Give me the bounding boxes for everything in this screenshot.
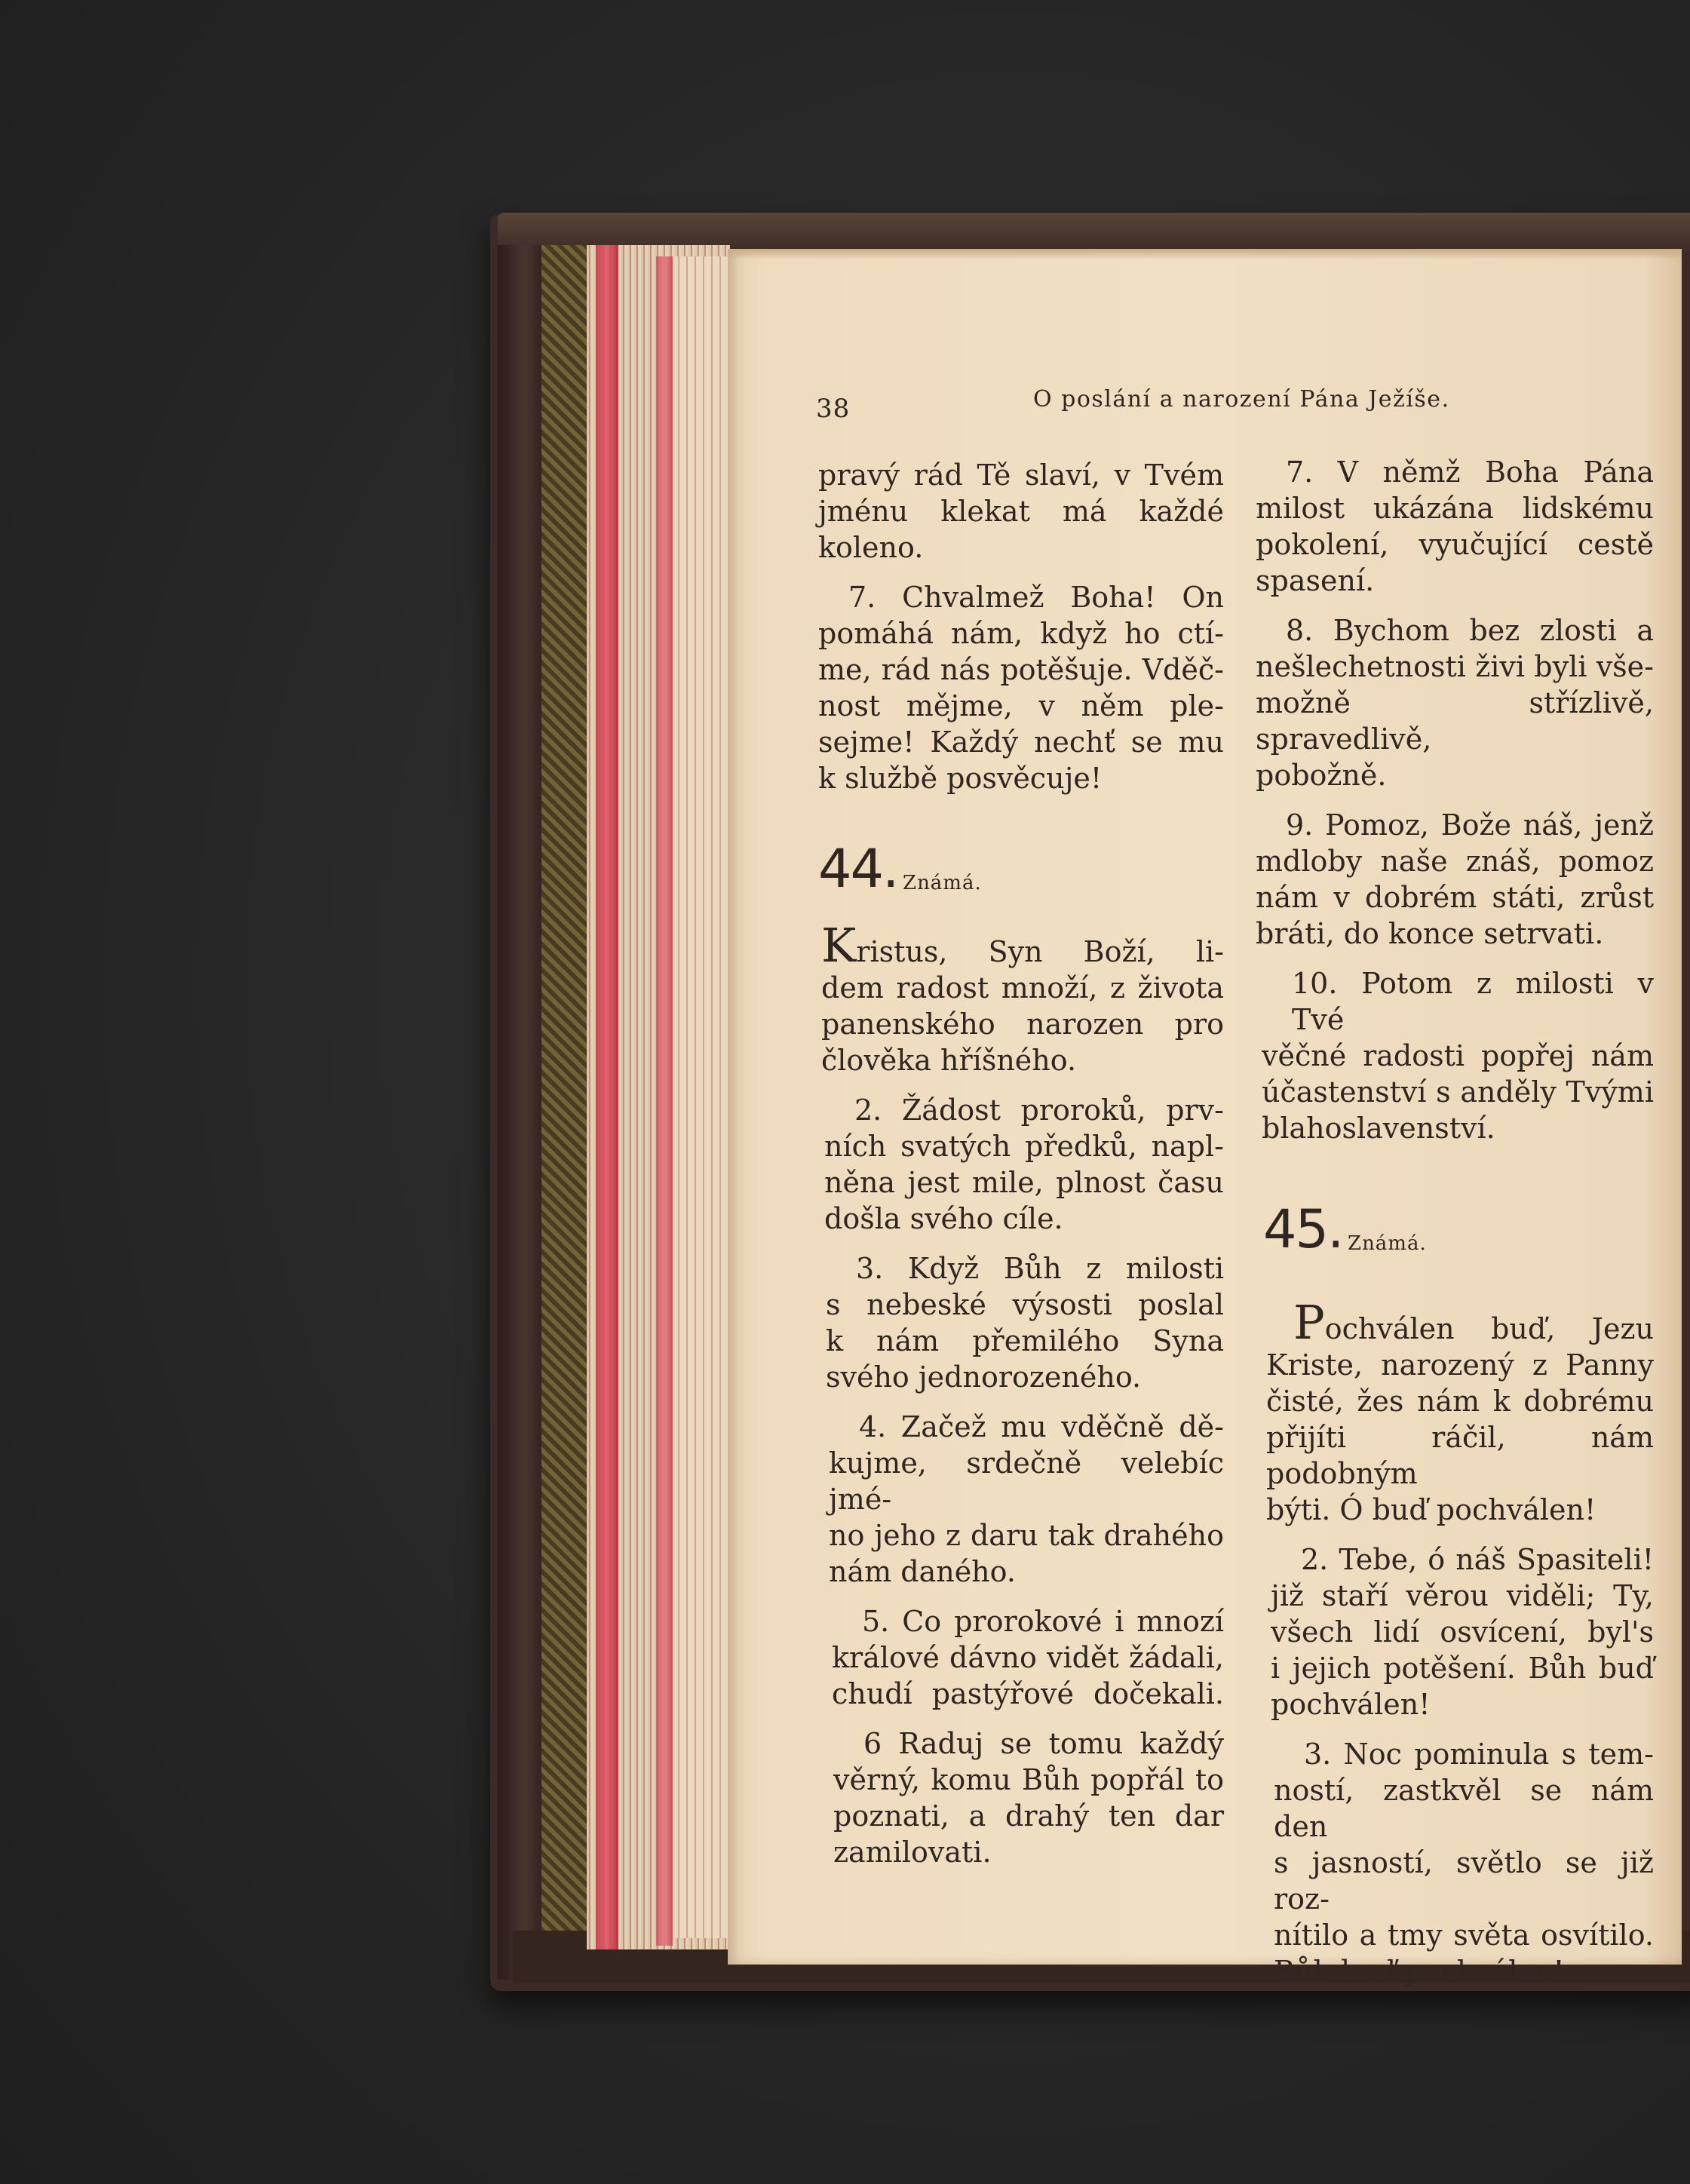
red-stained-edge-inner	[656, 256, 673, 1946]
text-line: pochválen!	[1271, 1688, 1431, 1721]
hymn-45-verse-3	[1256, 1736, 1654, 1989]
hymn-45-heading	[1256, 1199, 1654, 1305]
text-line: chudí pastýřové dočekali.	[832, 1677, 1224, 1710]
text-line: jménu klekat má každé	[818, 495, 1224, 528]
text-line: pravý rád Tě slaví, v Tvém	[818, 459, 1224, 492]
text-line: možně střízlivě, spravedlivě,	[1256, 686, 1654, 756]
right-column	[1256, 454, 1654, 2003]
text-line: svého jednorozeného.	[826, 1360, 1142, 1394]
text-line: 10. Potom z milosti v Tvé	[1292, 967, 1654, 1036]
continuation-verse	[818, 457, 1224, 566]
drop-cap: P	[1293, 1295, 1325, 1350]
text-line: koleno.	[818, 531, 924, 564]
text-line: s jasností, světlo se již roz-	[1274, 1846, 1654, 1916]
text-line	[1266, 1295, 1654, 1350]
hymn-number: 44.	[818, 838, 898, 900]
page-shadow	[728, 249, 1682, 259]
verse-7	[818, 579, 1224, 796]
text-line: čisté, žes nám k dobrému	[1266, 1385, 1654, 1418]
hymn-44-verse-1	[818, 918, 1224, 1078]
text-line: 3. Noc pominula s tem-	[1304, 1738, 1654, 1771]
page-number: 38	[816, 394, 851, 424]
text-line: spasení.	[1256, 564, 1375, 597]
text-line: me, rád nás potěšuje. Vděč-	[818, 653, 1224, 686]
text-line: no jeho z daru tak drahého	[829, 1519, 1224, 1552]
hymn-45-verse-2	[1256, 1541, 1654, 1722]
text-line: věčné radosti popřej nám	[1262, 1039, 1654, 1072]
left-column	[818, 457, 1224, 1884]
marbled-endpaper	[541, 245, 587, 1965]
text-line: králové dávno vidět žádali,	[832, 1641, 1224, 1674]
text-line: již staří věrou viděli; Ty,	[1271, 1579, 1654, 1612]
verse-9	[1256, 807, 1654, 952]
verse-10	[1256, 965, 1654, 1146]
text-line: Kriste, narozený z Panny	[1266, 1348, 1654, 1382]
text-line: k nám přemilého Syna	[826, 1324, 1224, 1357]
text-line: mdloby naše znáš, pomoz	[1256, 845, 1654, 878]
text-line: blahoslavenství.	[1262, 1112, 1495, 1145]
text-line: s nebeské výsosti poslal	[826, 1288, 1224, 1321]
verse-8	[1256, 612, 1654, 793]
text-line: zamilovati.	[833, 1836, 992, 1869]
text-line: panenského narozen pro	[821, 1008, 1224, 1041]
text-line: nítilo a tmy světa osvítilo.	[1274, 1919, 1654, 1952]
text-line: 6 Raduj se tomu každý	[863, 1727, 1224, 1760]
hymn-44-verse-3	[818, 1250, 1224, 1395]
hymn-44-verse-5	[818, 1603, 1224, 1712]
text-line: 2. Žádost proroků, prv-	[854, 1094, 1224, 1127]
hymn-45-verse-1	[1256, 1295, 1654, 1528]
text-line: Bůh buď pochválen!	[1274, 1955, 1565, 1988]
text-line: pokolení, vyučující cestě	[1256, 528, 1654, 561]
text-line: k službě posvěcuje!	[818, 762, 1103, 795]
text-line: 8. Bychom bez zlosti a	[1286, 614, 1654, 647]
text-line: člověka hříšného.	[821, 1044, 1077, 1077]
text-line: i jejich potěšení. Bůh buď	[1271, 1652, 1654, 1685]
text-line: poznati, a drahý ten dar	[833, 1799, 1224, 1833]
text-line-content: ristus, Syn Boží, li-	[856, 935, 1224, 968]
text-line: pomáhá nám, když ho ctí-	[818, 617, 1224, 650]
text-line: nám daného.	[829, 1555, 1016, 1588]
text-line: 7. Chvalmež Boha! On	[848, 581, 1224, 614]
text-line: ních svatých předků, napl-	[824, 1130, 1224, 1163]
text-line: ností, zastkvěl se nám den	[1274, 1774, 1654, 1843]
text-line: věrný, komu Bůh popřál to	[833, 1763, 1224, 1796]
text-line	[821, 918, 1224, 973]
page-edges-inner	[675, 256, 732, 1938]
text-line: nám v dobrém státi, zrůst	[1256, 881, 1654, 914]
text-line: pobožně.	[1256, 759, 1387, 792]
hymn-label: Známá.	[1348, 1232, 1427, 1255]
verse-7-right	[1256, 454, 1654, 599]
text-line: 4. Začež mu vděčně dě-	[859, 1410, 1224, 1443]
hymn-44-heading	[818, 839, 1224, 928]
text-line: nešlechetnosti živi byli vše-	[1256, 650, 1654, 683]
drop-cap: K	[821, 918, 857, 973]
text-line: sejme! Každý nechť se mu	[818, 725, 1224, 759]
hymn-44-verse-4	[818, 1409, 1224, 1590]
book-spine	[498, 245, 543, 1980]
text-line: 9. Pomoz, Bože náš, jenž	[1286, 808, 1654, 842]
text-line: býti. Ó buď pochválen!	[1266, 1493, 1596, 1526]
text-line: došla svého cíle.	[824, 1202, 1063, 1235]
hymn-label: Známá.	[903, 872, 982, 894]
hymn-44-verse-2	[818, 1092, 1224, 1237]
red-stained-edge	[596, 245, 618, 1949]
text-line: přijíti ráčil, nám podobným	[1266, 1421, 1654, 1490]
running-head: O poslání a narození Pána Ježíše.	[1033, 386, 1450, 413]
hymn-44-verse-6	[818, 1725, 1224, 1870]
text-line: 7. V němž Boha Pána	[1286, 456, 1654, 489]
text-line: 2. Tebe, ó náš Spasiteli!	[1301, 1543, 1654, 1576]
text-line: nost mějme, v něm ple-	[818, 689, 1224, 722]
text-line-content: ochválen buď, Jezu	[1324, 1312, 1654, 1345]
text-line: dem radost množí, z života	[821, 971, 1224, 1005]
text-line: milost ukázána lidskému	[1256, 492, 1654, 525]
text-line: 5. Co prorokové i mnozí	[862, 1605, 1224, 1638]
hymn-number: 45.	[1263, 1198, 1343, 1260]
text-line: kujme, srdečně velebíc jmé-	[829, 1446, 1224, 1516]
text-line: účastenství s anděly Tvými	[1262, 1075, 1654, 1109]
text-line: všech lidí osvícení, byl's	[1271, 1615, 1654, 1649]
text-line: 3. Když Bůh z milosti	[856, 1252, 1224, 1285]
text-line: bráti, do konce setrvati.	[1256, 917, 1604, 950]
text-line: něna jest mile, plnost času	[824, 1166, 1224, 1199]
